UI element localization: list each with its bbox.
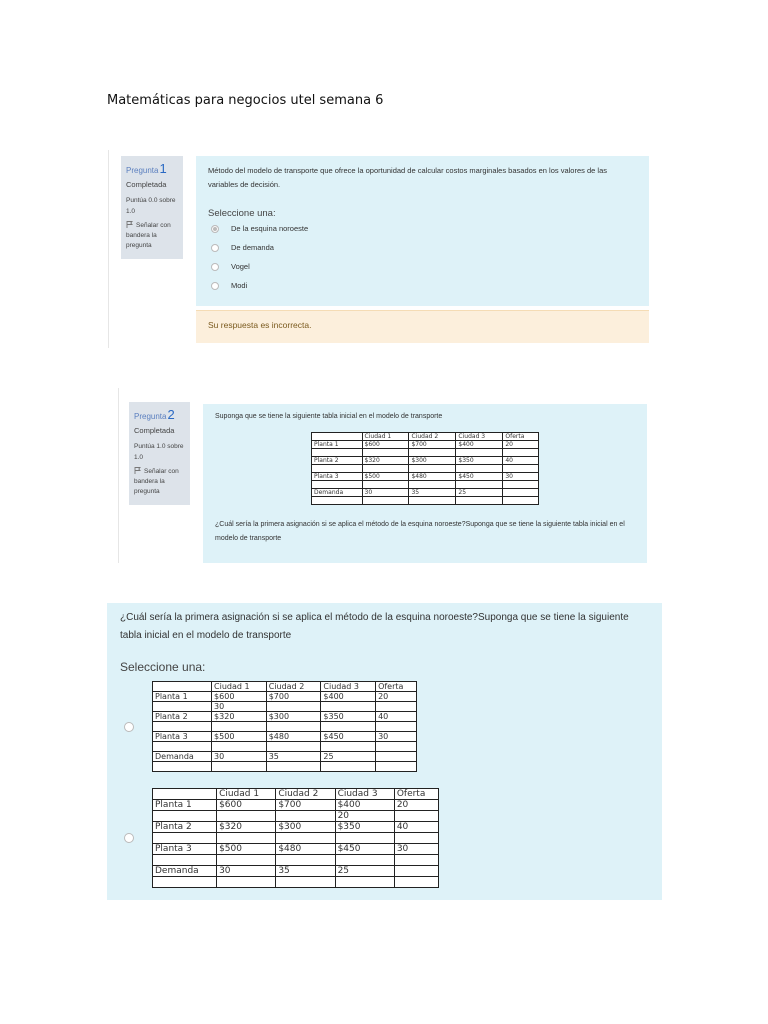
table-cell	[153, 682, 212, 692]
table-cell: Ciudad 2	[409, 433, 456, 441]
question-2-screenshot	[118, 388, 647, 563]
table-cell: $700	[276, 800, 335, 811]
table-cell: 20	[394, 800, 438, 811]
table-cell: 40	[376, 712, 417, 722]
table-row	[312, 441, 539, 449]
table-row	[312, 449, 539, 457]
table-cell	[376, 722, 417, 732]
table-cell: Planta 1	[312, 441, 363, 449]
table-cell: Oferta	[503, 433, 539, 441]
question-1-state: Completada	[126, 180, 167, 189]
table-cell: $300	[276, 822, 335, 833]
option-a-table	[152, 681, 417, 772]
table-cell	[503, 449, 539, 457]
table-cell	[153, 877, 217, 888]
table-cell	[276, 833, 335, 844]
question-2-info	[129, 402, 190, 505]
table-cell: $450	[321, 732, 376, 742]
table-cell	[503, 497, 539, 505]
table-cell	[266, 722, 321, 732]
question-1-screenshot	[108, 150, 649, 348]
table-cell	[409, 449, 456, 457]
table-cell	[276, 877, 335, 888]
table-row	[153, 866, 439, 877]
table-cell: 30	[376, 732, 417, 742]
table-cell: $700	[409, 441, 456, 449]
table-row	[153, 722, 417, 732]
allocation-cell: 20	[335, 811, 394, 822]
question-2-text: ¿Cuál sería la primera asignación si se aplica el método de la esquina noroeste?Suponga que se tiene la siguiente tabla inicial en el modelo de transporte	[215, 521, 625, 542]
question-2-label: Pregunta2	[134, 407, 175, 422]
question-2-intro: Suponga que se tiene la siguiente tabla inicial en el modelo de transporte	[215, 413, 443, 420]
table-cell: $350	[335, 822, 394, 833]
table-cell	[362, 465, 409, 473]
table-cell	[276, 811, 335, 822]
table-row	[153, 877, 439, 888]
table-cell	[312, 497, 363, 505]
table-cell	[335, 833, 394, 844]
table-cell	[362, 497, 409, 505]
table-cell: $480	[276, 844, 335, 855]
table-cell: Oferta	[376, 682, 417, 692]
option-esquina-noroeste[interactable]: De la esquina noroeste	[211, 224, 308, 233]
table-cell: $300	[266, 712, 321, 722]
question-3-screenshot	[107, 603, 662, 900]
radio-button[interactable]	[211, 282, 219, 290]
table-cell: Demanda	[312, 489, 363, 497]
table-cell	[409, 465, 456, 473]
table-cell: $700	[266, 692, 321, 702]
option-modi[interactable]: Modi	[211, 281, 247, 290]
feedback-text: Su respuesta es incorrecta.	[208, 320, 312, 330]
table-cell	[503, 489, 539, 497]
table-cell: 20	[503, 441, 539, 449]
table-cell: Ciudad 3	[321, 682, 376, 692]
table-cell: Planta 1	[153, 692, 212, 702]
question-2-number: 2	[167, 407, 175, 422]
table-cell	[153, 789, 217, 800]
table-cell	[321, 742, 376, 752]
flag-icon	[126, 221, 133, 228]
question-1-info	[121, 156, 183, 259]
radio-button[interactable]	[211, 263, 219, 271]
table-row	[153, 855, 439, 866]
question-3-text: ¿Cuál sería la primera asignación si se aplica el método de la esquina noroeste?Suponga que se tiene la siguiente tabla inicial en el modelo de transporte	[120, 612, 629, 641]
table-cell	[376, 742, 417, 752]
table-cell	[456, 449, 503, 457]
table-cell	[153, 702, 212, 712]
table-cell	[276, 855, 335, 866]
table-cell	[212, 742, 267, 752]
option-demanda[interactable]: De demanda	[211, 243, 274, 252]
table-row	[153, 702, 417, 712]
table-cell: Planta 2	[153, 712, 212, 722]
table-cell	[456, 481, 503, 489]
table-row	[153, 800, 439, 811]
table-row	[153, 822, 439, 833]
table-row	[153, 844, 439, 855]
option-vogel[interactable]: Vogel	[211, 262, 250, 271]
table-cell	[217, 855, 276, 866]
table-cell: Ciudad 2	[276, 789, 335, 800]
table-cell	[266, 762, 321, 772]
table-cell	[376, 762, 417, 772]
table-cell	[394, 833, 438, 844]
table-cell	[503, 481, 539, 489]
flag-question-1-link[interactable]: Señalar con bandera la pregunta	[126, 222, 171, 249]
allocation-cell: 30	[212, 702, 267, 712]
table-row	[153, 789, 439, 800]
table-cell	[312, 433, 363, 441]
table-cell	[362, 449, 409, 457]
table-cell: 25	[335, 866, 394, 877]
table-cell	[217, 833, 276, 844]
table-cell: $450	[335, 844, 394, 855]
table-cell	[376, 752, 417, 762]
table-cell: $350	[321, 712, 376, 722]
table-row	[153, 692, 417, 702]
table-cell: 30	[212, 752, 267, 762]
table-cell: Planta 1	[153, 800, 217, 811]
table-cell: Demanda	[153, 752, 212, 762]
flag-question-2-link[interactable]: Señalar con bandera la pregunta	[134, 468, 179, 495]
table-cell: 40	[503, 457, 539, 465]
table-cell: Ciudad 1	[217, 789, 276, 800]
table-cell	[394, 855, 438, 866]
table-cell	[335, 855, 394, 866]
table-row	[312, 473, 539, 481]
question-2-state: Completada	[134, 426, 175, 435]
question-1-feedback	[196, 310, 649, 343]
table-cell: $320	[217, 822, 276, 833]
question-1-label: Pregunta1	[126, 161, 167, 176]
table-cell: 30	[217, 866, 276, 877]
radio-button[interactable]	[211, 225, 219, 233]
table-cell: $400	[335, 800, 394, 811]
table-cell	[409, 481, 456, 489]
table-row	[153, 742, 417, 752]
table-cell	[153, 762, 212, 772]
question-1-content	[196, 156, 649, 306]
table-cell: Ciudad 1	[212, 682, 267, 692]
table-cell	[153, 833, 217, 844]
table-cell	[153, 855, 217, 866]
table-cell	[312, 481, 363, 489]
table-cell: Planta 3	[153, 732, 212, 742]
table-cell	[312, 449, 363, 457]
table-cell: $480	[409, 473, 456, 481]
table-cell	[409, 497, 456, 505]
table-row	[153, 752, 417, 762]
table-cell: 30	[362, 489, 409, 497]
table-cell: $450	[456, 473, 503, 481]
table-cell: Ciudad 3	[456, 433, 503, 441]
table-cell	[456, 465, 503, 473]
table-cell: 20	[376, 692, 417, 702]
table-cell	[217, 811, 276, 822]
table-row	[312, 497, 539, 505]
table-cell: $600	[212, 692, 267, 702]
table-row	[312, 433, 539, 441]
table-cell	[321, 762, 376, 772]
table-cell	[312, 465, 363, 473]
table-row	[312, 465, 539, 473]
table-cell	[153, 742, 212, 752]
radio-button[interactable]	[124, 722, 134, 732]
radio-button[interactable]	[211, 244, 219, 252]
table-cell: 30	[394, 844, 438, 855]
question-1-grade: Puntúa 0.0 sobre 1.0	[126, 197, 176, 215]
table-cell: Demanda	[153, 866, 217, 877]
table-cell: 30	[503, 473, 539, 481]
table-cell: Planta 2	[312, 457, 363, 465]
table-cell: 35	[266, 752, 321, 762]
table-cell	[212, 722, 267, 732]
table-cell	[321, 702, 376, 712]
table-cell: 40	[394, 822, 438, 833]
table-cell	[335, 877, 394, 888]
table-cell: $500	[217, 844, 276, 855]
table-cell: 35	[409, 489, 456, 497]
option-b-radio[interactable]	[124, 833, 146, 843]
table-cell	[321, 722, 376, 732]
table-cell	[503, 465, 539, 473]
table-cell: Ciudad 1	[362, 433, 409, 441]
question-1-text: Método del modelo de transporte que ofrece la oportunidad de calcular costos marginales basados en los valores de las variables de decisión.	[208, 166, 607, 189]
table-cell: $500	[212, 732, 267, 742]
table-cell	[266, 702, 321, 712]
flag-icon	[134, 467, 141, 474]
table-cell: Ciudad 3	[335, 789, 394, 800]
table-cell	[153, 811, 217, 822]
table-row	[153, 833, 439, 844]
table-cell: Ciudad 2	[266, 682, 321, 692]
table-cell: Planta 2	[153, 822, 217, 833]
table-cell	[362, 481, 409, 489]
table-cell: 35	[276, 866, 335, 877]
table-cell: Oferta	[394, 789, 438, 800]
table-cell	[376, 702, 417, 712]
question-1-number: 1	[159, 161, 167, 176]
table-row	[312, 489, 539, 497]
table-row	[153, 732, 417, 742]
table-row	[312, 481, 539, 489]
table-cell: $600	[217, 800, 276, 811]
table-row	[153, 712, 417, 722]
table-cell: $600	[362, 441, 409, 449]
option-b-table	[152, 788, 439, 888]
table-cell: $320	[212, 712, 267, 722]
table-cell: $400	[321, 692, 376, 702]
table-cell	[394, 811, 438, 822]
question-2-content	[203, 404, 647, 563]
table-row	[153, 682, 417, 692]
table-cell	[153, 722, 212, 732]
table-cell: Planta 3	[153, 844, 217, 855]
table-row	[312, 457, 539, 465]
question-2-grade: Puntúa 1.0 sobre 1.0	[134, 443, 184, 461]
table-cell	[217, 877, 276, 888]
table-cell: 25	[321, 752, 376, 762]
table-row	[153, 811, 439, 822]
table-cell	[456, 497, 503, 505]
table-cell: $400	[456, 441, 503, 449]
document-title: Matemáticas para negocios utel semana 6	[107, 93, 384, 108]
question-1-select-label: Seleccione una:	[208, 208, 276, 219]
table-cell: 25	[456, 489, 503, 497]
table-row	[153, 762, 417, 772]
table-cell: $480	[266, 732, 321, 742]
table-cell: $500	[362, 473, 409, 481]
table-cell	[394, 866, 438, 877]
table-cell	[212, 762, 267, 772]
table-cell: Planta 3	[312, 473, 363, 481]
table-cell: $300	[409, 457, 456, 465]
table-cell	[266, 742, 321, 752]
table-cell: $320	[362, 457, 409, 465]
transport-table	[311, 432, 539, 505]
table-cell	[394, 877, 438, 888]
table-cell: $350	[456, 457, 503, 465]
radio-button[interactable]	[124, 833, 134, 843]
question-3-select-label: Seleccione una:	[120, 660, 206, 674]
option-a-radio[interactable]	[124, 722, 146, 732]
